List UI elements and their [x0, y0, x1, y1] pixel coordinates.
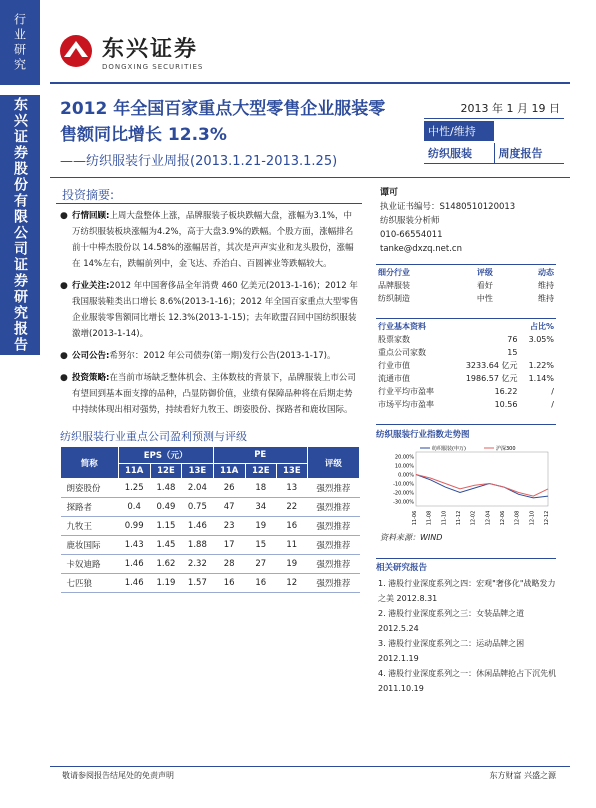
- metric-cell: 1.46: [118, 555, 150, 574]
- header-divider: [50, 82, 570, 84]
- basics-value: 1986.57 亿元: [465, 374, 518, 383]
- bullet-icon: ●: [60, 351, 68, 361]
- basics-label: 股票家数: [378, 335, 410, 344]
- col-header-name: 简称: [61, 447, 119, 479]
- report-subtitle: ——纺织服装行业周报(2013.1.21-2013.1.25): [60, 154, 338, 169]
- rating-cell: 强烈推荐: [307, 536, 359, 555]
- summary-heading: 投资摘要:: [62, 188, 115, 202]
- x-tick-label: 12-04: [485, 510, 492, 526]
- logo-name-cn: 东兴证券: [102, 36, 199, 62]
- rating-col-trend: 动态: [538, 268, 554, 277]
- bullet-text: 希努尔：2012 年公司债券(第一期)发行公告(2013-1-17)。: [109, 351, 336, 361]
- basics-value: 10.56: [494, 400, 518, 409]
- section-divider: [50, 177, 570, 178]
- metric-cell: 1.62: [150, 555, 181, 574]
- basics-value: 15: [507, 348, 518, 357]
- table-row: [61, 517, 360, 536]
- basics-row: [376, 346, 556, 359]
- metric-cell: 17: [213, 536, 245, 555]
- analyst-cert: 执业证书编号：S1480510120013: [380, 202, 516, 212]
- rating-badge: 中性/维持: [424, 121, 494, 141]
- rating-cell: 强烈推荐: [307, 498, 359, 517]
- basics-label: 流通市值: [378, 374, 410, 383]
- related-item[interactable]: 4. 港股行业深度系列之一：休闲品牌抢占下沉先机 2011.10.19: [378, 669, 557, 693]
- metric-cell: 28: [213, 555, 245, 574]
- metric-cell: 0.49: [150, 498, 181, 517]
- index-chart: [376, 444, 556, 544]
- x-tick-label: 11-06: [412, 510, 418, 526]
- metric-cell: 22: [276, 498, 307, 517]
- summary-underline: [56, 203, 362, 204]
- x-tick-label: 11-10: [441, 510, 448, 526]
- basics-pct-label: 占比%: [529, 322, 554, 331]
- y-tick-label: -10.00%: [393, 481, 414, 488]
- related-item[interactable]: 2. 港股行业深度系列之三：女装品牌之道 2012.5.24: [378, 609, 525, 633]
- bullet-text: 在当前市场缺乏整体机会、主体数枝的背景下，品牌服装上市公司有望回到基本面支撑的品种，凸显防御价值，业绩有保障品种将在后期走势中持续体现出相对强势，持续看好九牧王、朗姿股份、探路者和鹿妆国际。: [72, 373, 356, 415]
- basics-pct: 3.05%: [528, 335, 554, 344]
- basics-value: 3233.64 亿元: [465, 361, 518, 370]
- bullet-item: [60, 348, 360, 364]
- basics-label: 重点公司家数: [378, 348, 426, 357]
- company-name: 朗姿股份: [61, 479, 119, 498]
- sidebar: [0, 0, 40, 808]
- bullet-icon: ●: [60, 211, 68, 221]
- footer-slogan: 东方财富 兴盛之源: [489, 771, 556, 780]
- bullet-item: [60, 278, 360, 342]
- related-title: 相关研究报告: [376, 563, 428, 573]
- col-year: 13E: [276, 464, 307, 479]
- rating-row-name: 纺织制造: [378, 294, 410, 303]
- basics-pct: 1.22%: [528, 361, 554, 370]
- bullet-item: [60, 208, 360, 272]
- x-tick-label: 11-12: [456, 510, 462, 526]
- related-item[interactable]: 1. 港股行业深度系列之四：宏观"奢侈化"战略发力之美 2012.8.31: [378, 579, 556, 603]
- basics-top-line: [376, 318, 556, 319]
- basics-row: [376, 385, 556, 398]
- rating-cell: 强烈推荐: [307, 555, 359, 574]
- y-tick-label: 0.00%: [398, 472, 414, 479]
- basics-label: 市场平均市盈率: [378, 400, 434, 409]
- analyst-phone: 010-66554011: [380, 230, 443, 240]
- company-name: 鹿妆国际: [61, 536, 119, 555]
- company-name: 探路者: [61, 498, 119, 517]
- col-year: 11A: [213, 464, 245, 479]
- metric-cell: 16: [245, 574, 276, 593]
- footer-disclaimer: 敬请参阅报告结尾处的免责声明: [62, 771, 174, 780]
- y-tick-label: -20.00%: [393, 490, 414, 497]
- metric-cell: 1.43: [118, 536, 150, 555]
- basics-value: 76: [507, 335, 518, 344]
- rating-table-top-line: [376, 264, 556, 265]
- related-item[interactable]: 3. 港股行业深度系列之二：运动品牌之困 2012.1.19: [378, 639, 525, 663]
- y-tick-label: 20.00%: [394, 454, 414, 461]
- rating-col-rating: 评级: [476, 268, 493, 277]
- chart-source: 资料来源：WIND: [380, 533, 443, 542]
- metric-cell: 1.46: [182, 517, 213, 536]
- metric-cell: 0.99: [118, 517, 150, 536]
- industry-tag: 纺织服装: [424, 143, 495, 163]
- metric-cell: 0.4: [118, 498, 150, 517]
- analyst-email[interactable]: tanke@dxzq.net.cn: [380, 244, 462, 254]
- basics-row: [376, 372, 556, 385]
- rating-row-trend: 维持: [538, 281, 554, 290]
- x-tick-label: 12-12: [544, 510, 550, 526]
- legend-label: 沪深300: [496, 446, 516, 452]
- col-header-pe: PE: [213, 447, 307, 464]
- metric-cell: 2.32: [182, 555, 213, 574]
- forecast-table-title: 纺织服装行业重点公司盈利预测与评级: [60, 430, 247, 443]
- rating-row-rating: 看好: [476, 281, 493, 290]
- bullet-icon: ●: [60, 373, 68, 383]
- metric-cell: 16: [213, 574, 245, 593]
- related-top-line: [376, 558, 556, 559]
- industry-rating-table: [376, 266, 556, 305]
- rating-row-trend: 维持: [538, 294, 554, 303]
- col-year: 12E: [150, 464, 181, 479]
- report-date: 2013 年 1 月 19 日: [424, 98, 564, 119]
- metric-cell: 1.25: [118, 479, 150, 498]
- col-year: 12E: [245, 464, 276, 479]
- summary-bullets: [60, 208, 360, 424]
- metric-cell: 1.19: [150, 574, 181, 593]
- y-tick-label: 10.00%: [394, 463, 414, 470]
- metric-cell: 19: [276, 555, 307, 574]
- bullet-item: [60, 370, 360, 418]
- basics-table: [376, 320, 556, 411]
- x-tick-label: 11-08: [426, 510, 433, 526]
- bullet-head: 公司公告:: [72, 351, 110, 361]
- basics-pct: /: [551, 400, 554, 409]
- metric-cell: 34: [245, 498, 276, 517]
- analyst-name: 谭可: [380, 188, 399, 198]
- metric-cell: 0.75: [182, 498, 213, 517]
- basics-title: 行业基本资料: [378, 322, 426, 331]
- metric-cell: 15: [245, 536, 276, 555]
- related-list: [378, 576, 558, 696]
- metric-cell: 1.57: [182, 574, 213, 593]
- basics-pct: 1.14%: [528, 374, 554, 383]
- metric-cell: 1.48: [150, 479, 181, 498]
- company-name: 七匹狼: [61, 574, 119, 593]
- basics-label: 行业市值: [378, 361, 410, 370]
- table-row: [61, 574, 360, 593]
- company-name: 卡奴迪路: [61, 555, 119, 574]
- table-row: [61, 536, 360, 555]
- metric-cell: 12: [276, 574, 307, 593]
- rating-col-sub: 细分行业: [378, 268, 410, 277]
- company-name: 九牧王: [61, 517, 119, 536]
- x-tick-label: 12-10: [529, 510, 536, 526]
- metric-cell: 2.04: [182, 479, 213, 498]
- meta-box: [424, 98, 564, 164]
- metric-cell: 23: [213, 517, 245, 536]
- bullet-head: 行情回顾:: [72, 211, 110, 221]
- table-row: [61, 479, 360, 498]
- metric-cell: 1.15: [150, 517, 181, 536]
- metric-cell: 27: [245, 555, 276, 574]
- logo-icon: [56, 33, 96, 69]
- x-tick-label: 12-02: [470, 510, 477, 526]
- bullet-text: 2012 年中国奢侈品全年消费 460 亿美元(2013-1-16)；2012 年我国服装鞋类出口增长 8.6%(2013-1-16)；2012 年全国百家重点大型零售企业服装零售额同比增长 12.3%(2013-1-15)；去年欧盟召回中国纺织服装激增(2013-1-14)。: [72, 281, 359, 339]
- metric-cell: 47: [213, 498, 245, 517]
- metric-cell: 18: [245, 479, 276, 498]
- metric-cell: 1.46: [118, 574, 150, 593]
- report-type-tag: 周度报告: [498, 147, 543, 160]
- chart-top-line: [376, 424, 556, 425]
- metric-cell: 1.45: [150, 536, 181, 555]
- x-tick-label: 12-06: [500, 510, 506, 526]
- metric-cell: 16: [276, 517, 307, 536]
- basics-row: [376, 333, 556, 346]
- x-tick-label: 12-08: [514, 510, 521, 526]
- rating-cell: 强烈推荐: [307, 574, 359, 593]
- legend-label: 纺织服装(申万): [432, 446, 466, 452]
- chart-title: 纺织服装行业指数走势图: [376, 430, 470, 440]
- basics-value: 16.22: [494, 387, 518, 396]
- footer-divider: [50, 766, 570, 767]
- rating-row-name: 品牌服装: [378, 281, 410, 290]
- metric-cell: 13: [276, 479, 307, 498]
- bullet-head: 投资策略:: [72, 373, 110, 383]
- table-row: [61, 555, 360, 574]
- bullet-icon: ●: [60, 281, 68, 291]
- analyst-role: 纺织服装分析师: [380, 216, 440, 226]
- metric-cell: 1.88: [182, 536, 213, 555]
- rating-row-rating: 中性: [476, 294, 493, 303]
- basics-pct: [519, 346, 556, 359]
- basics-label: 行业平均市盈率: [378, 387, 434, 396]
- logo-name-en: DONGXING SECURITIES: [102, 62, 204, 71]
- basics-row: [376, 359, 556, 372]
- metric-cell: 19: [245, 517, 276, 536]
- sidebar-category: 行业研究: [0, 0, 40, 85]
- col-year: 13E: [182, 464, 213, 479]
- logo: [56, 28, 226, 74]
- basics-row: [376, 398, 556, 411]
- bullet-head: 行业关注:: [72, 281, 110, 291]
- bullet-text: 上周大盘整体上涨，品牌服装子板块跌幅大盘，涨幅为3.1%，中万纺织服装板块涨幅为4.2%，高于大盘3.9%的跌幅。个股方面，涨幅排名前十中棒杰股份以 14.58%的涨幅居首，其次是声声实业和龙头股份，涨幅在 14%左右，跌幅前列中，金飞达、乔治白、百圆裤业等跌幅较大。: [72, 211, 354, 269]
- analyst-info: [380, 186, 515, 256]
- forecast-table: [60, 446, 360, 593]
- col-year: 11A: [118, 464, 150, 479]
- sidebar-company: 东兴证券股份有限公司证券研究报告: [0, 95, 40, 355]
- col-header-eps: EPS（元）: [118, 447, 213, 464]
- y-tick-label: -30.00%: [393, 499, 414, 506]
- chart-plot-area: [416, 452, 548, 506]
- table-row: [61, 498, 360, 517]
- metric-cell: 26: [213, 479, 245, 498]
- rating-cell: 强烈推荐: [307, 479, 359, 498]
- rating-cell: 强烈推荐: [307, 517, 359, 536]
- metric-cell: 11: [276, 536, 307, 555]
- col-header-rating: 评级: [307, 447, 359, 479]
- basics-pct: /: [551, 387, 554, 396]
- report-title: 2012 年全国百家重点大型零售企业服装零售额同比增长 12.3%: [60, 99, 386, 145]
